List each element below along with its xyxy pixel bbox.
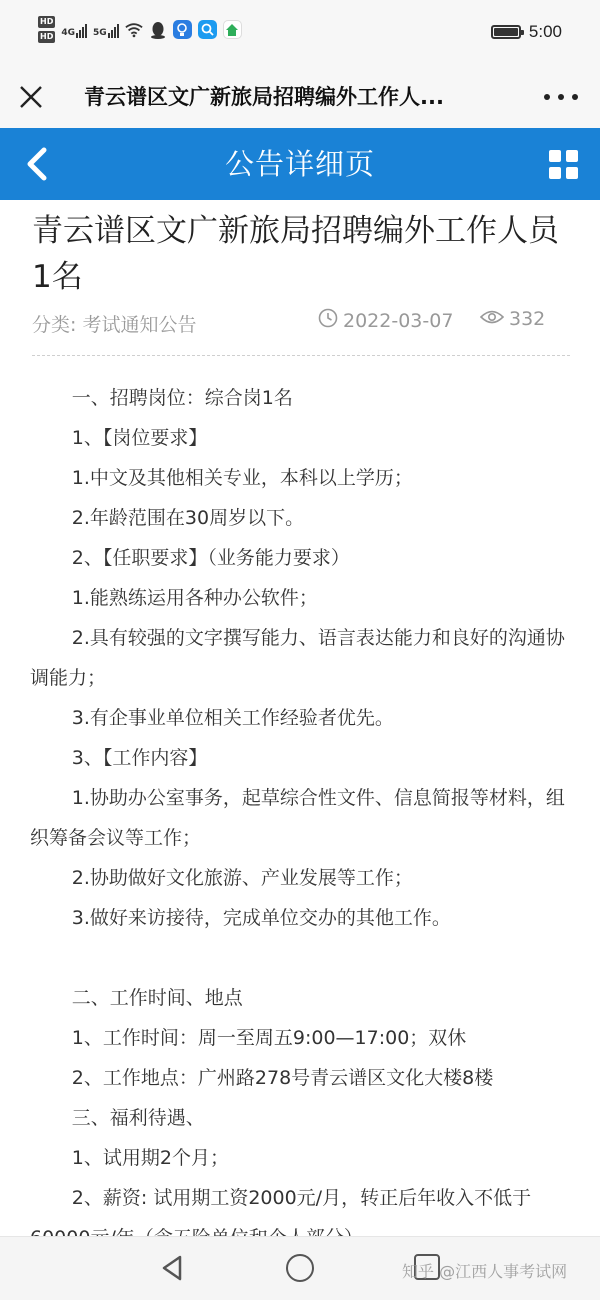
clock-icon (318, 308, 338, 333)
eye-icon (480, 308, 504, 330)
battery-icon (491, 25, 521, 39)
browser-title-bar (0, 68, 600, 128)
status-bar (0, 0, 600, 68)
article-paragraph: 3.有企事业单位相关工作经验者优先。 (71, 707, 394, 729)
grid-menu-icon[interactable] (549, 150, 578, 179)
article-paragraph: 2.具有较强的文字撰写能力、语言表达能力和良好的沟通协调能力； (30, 627, 565, 689)
qq-icon (149, 21, 167, 39)
article-paragraph: 1、工作时间：周一至周五9:00—17:00；双休 (71, 1027, 467, 1049)
article-paragraph: 三、福利待遇、 (71, 1107, 205, 1129)
date-text: 2022-03-07 (343, 309, 454, 332)
signal-icon-2 (93, 22, 119, 38)
article-paragraph: 1.中文及其他相关专业，本科以上学历； (71, 467, 413, 489)
article-category: 分类: 考试通知公告 (32, 314, 197, 336)
status-icons-left (38, 16, 242, 43)
page-title: 青云谱区文广新旅局招聘编外工作人... (84, 85, 444, 109)
wifi-icon (125, 21, 143, 39)
article-paragraph: 1、【岗位要求】 (71, 427, 208, 449)
article-paragraph (30, 938, 572, 978)
article-views (480, 308, 545, 330)
divider (32, 355, 570, 356)
signal-icon-1 (61, 22, 87, 38)
network-type-label-2: 5G (93, 27, 107, 38)
article-paragraph: 1、试用期2个月； (71, 1147, 229, 1169)
article-date (318, 308, 453, 333)
status-icons-right (491, 22, 562, 42)
system-nav-bar (0, 1236, 600, 1300)
close-icon[interactable] (16, 82, 46, 112)
watermark: 知乎 @江西人事考试网 (402, 1262, 568, 1281)
header-title: 公告详细页 (224, 147, 375, 181)
nav-home-icon[interactable] (286, 1254, 314, 1282)
hd-badge-2: HD (40, 32, 54, 41)
article-paragraph: 2.年龄范围在30周岁以下。 (71, 507, 305, 529)
article-title: 青云谱区文广新旅局招聘编外工作人员1名 (32, 213, 559, 295)
views-count: 332 (509, 308, 546, 330)
article-paragraph: 2、【任职要求】（业务能力要求） (71, 547, 350, 569)
hd-badge-1: HD (40, 17, 54, 26)
article-paragraph: 2、工作地点：广州路278号青云谱区文化大楼8楼 (71, 1067, 494, 1089)
article-paragraph: 3.做好来访接待，完成单位交办的其他工作。 (71, 907, 451, 929)
article-paragraph: 2、薪资: 试用期工资2000元/月，转正后年收入不低于 (71, 1187, 532, 1209)
more-options-icon[interactable] (544, 82, 578, 112)
search-app-icon (198, 20, 217, 39)
article-paragraph: 1.协助办公室事务，起草综合性文件、信息简报等材料，组织筹备会议等工作； (30, 787, 565, 849)
app-header (0, 128, 600, 200)
network-type-label-1: 4G (61, 27, 75, 38)
clock: 5:00 (528, 22, 562, 41)
article-paragraph: 1.能熟练运用各种办公软件； (71, 587, 318, 609)
article-body (30, 378, 572, 1258)
home-app-icon (223, 20, 242, 39)
article-paragraph: 二、工作时间、地点 (71, 987, 243, 1009)
article-paragraph: 一、招聘岗位：综合岗1名 (71, 387, 293, 409)
article-paragraph: 2.协助做好文化旅游、产业发展等工作； (71, 867, 413, 889)
nav-back-icon[interactable] (158, 1253, 186, 1283)
lightbulb-app-icon (173, 20, 192, 39)
article-paragraph: 3、【工作内容】 (71, 747, 208, 769)
